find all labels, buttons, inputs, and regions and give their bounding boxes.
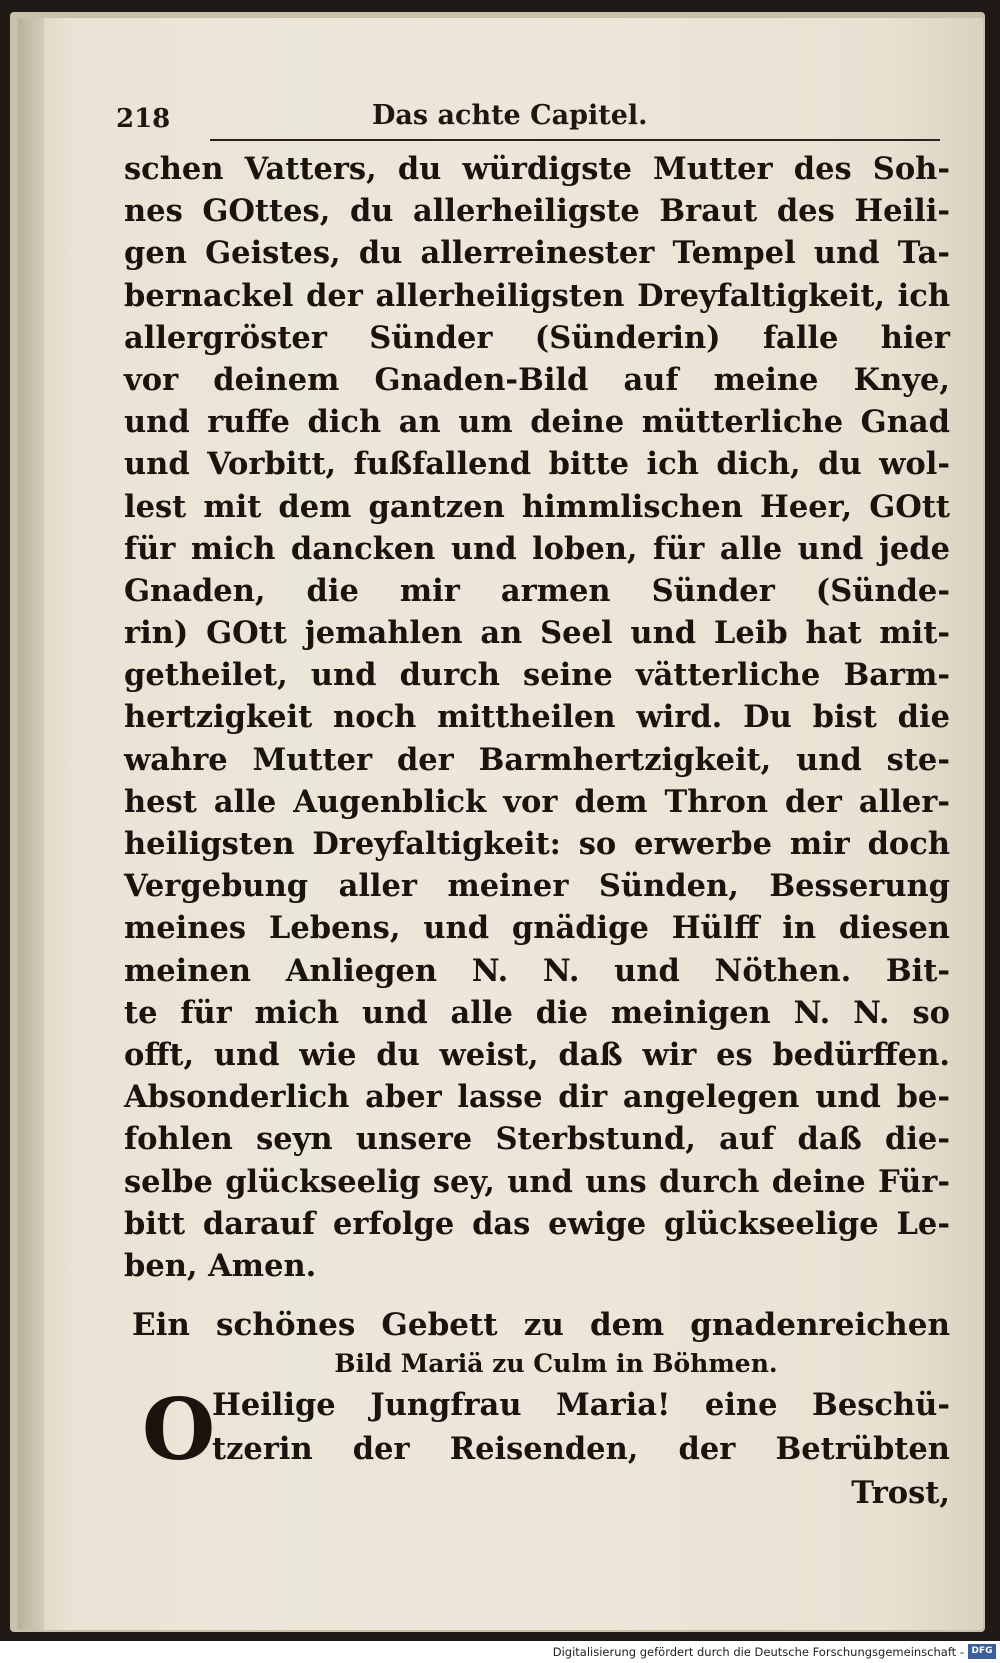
- text-line: getheilet, und durch seine vätterliche Barm-: [124, 657, 950, 694]
- section-heading: [132, 1304, 950, 1382]
- text-line: vor deinem Gnaden-Bild auf meine Knye,: [124, 361, 950, 398]
- dfg-logo-icon[interactable]: DFG: [968, 1644, 996, 1659]
- text-line: hertzigkeit noch mittheilen wird. Du bist die: [124, 699, 950, 736]
- text-line: heiligsten Dreyfaltigkeit: so erwerbe mir doch: [124, 826, 950, 862]
- text-line: offt, und wie du weist, daß wir es bedürffen.: [124, 1036, 950, 1073]
- text-line: hest alle Augenblick vor dem Thron der aller-: [124, 783, 950, 820]
- prayer-opening: [130, 1380, 950, 1544]
- page-number: 218: [116, 104, 171, 134]
- text-line: bernackel der allerheiligsten Dreyfaltigkeit, ich: [124, 277, 950, 314]
- page-header: [112, 100, 942, 140]
- text-line: und ruffe dich an um deine mütterliche Gnad: [124, 404, 950, 441]
- footer-bar: [0, 1641, 1000, 1663]
- text-line: lest mit dem gantzen himmlischen Heer, GOtt: [124, 488, 950, 525]
- text-line: schen Vatters, du würdigste Mutter des Soh-: [124, 151, 950, 187]
- drop-cap: O: [142, 1380, 216, 1479]
- prayer-line-1: Heilige Jungfrau Maria! eine Beschü-: [212, 1387, 950, 1423]
- header-rule: [210, 139, 940, 141]
- prayer-line-2: tzerin der Reisenden, der Betrübten: [212, 1431, 950, 1467]
- text-line: wahre Mutter der Barmhertzigkeit, und ste-: [124, 741, 950, 778]
- text-line: und Vorbitt, fußfallend bitte ich dich, du wol-: [124, 446, 950, 483]
- text-line: allergröster Sünder (Sünderin) falle hier: [124, 319, 950, 356]
- body-text: [124, 148, 950, 1287]
- page-gutter: [18, 18, 44, 1630]
- text-line: te für mich und alle die meinigen N. N. so: [124, 994, 950, 1031]
- section-heading-line-1: Ein schönes Gebett zu dem gnadenreichen: [132, 1307, 950, 1343]
- text-line: Vergebung aller meiner Sünden, Besserung: [124, 868, 950, 905]
- text-line: für mich dancken und loben, für alle und jede: [124, 530, 950, 567]
- text-line: Gnaden, die mir armen Sünder (Sünde-: [124, 572, 950, 609]
- running-head: Das achte Capitel.: [372, 100, 648, 131]
- text-line: selbe glückseelig sey, und uns durch deine Für-: [124, 1163, 950, 1200]
- prayer-line-3: Trost,: [851, 1475, 950, 1511]
- text-line: meines Lebens, und gnädige Hülff in diesen: [124, 910, 950, 947]
- section-heading-line-2: Bild Mariä zu Culm in Böhmen.: [334, 1349, 778, 1378]
- text-line: rin) GOtt jemahlen an Seel und Leib hat mit-: [124, 615, 950, 652]
- text-line: Absonderlich aber lasse dir angelegen und be-: [124, 1079, 950, 1116]
- text-line: bitt darauf erfolge das ewige glückseelige Le-: [124, 1205, 950, 1242]
- text-line: fohlen seyn unsere Sterbstund, auf daß die-: [124, 1121, 950, 1158]
- text-line: nes GOttes, du allerheiligste Braut des Heili-: [124, 193, 950, 230]
- text-line: ben, Amen.: [124, 1247, 317, 1284]
- text-line: gen Geistes, du allerreinester Tempel und Ta-: [124, 235, 950, 272]
- text-line: meinen Anliegen N. N. und Nöthen. Bit-: [124, 952, 950, 989]
- digitization-credit: Digitalisierung gefördert durch die Deutsche Forschungsgemeinschaft -: [552, 1645, 964, 1659]
